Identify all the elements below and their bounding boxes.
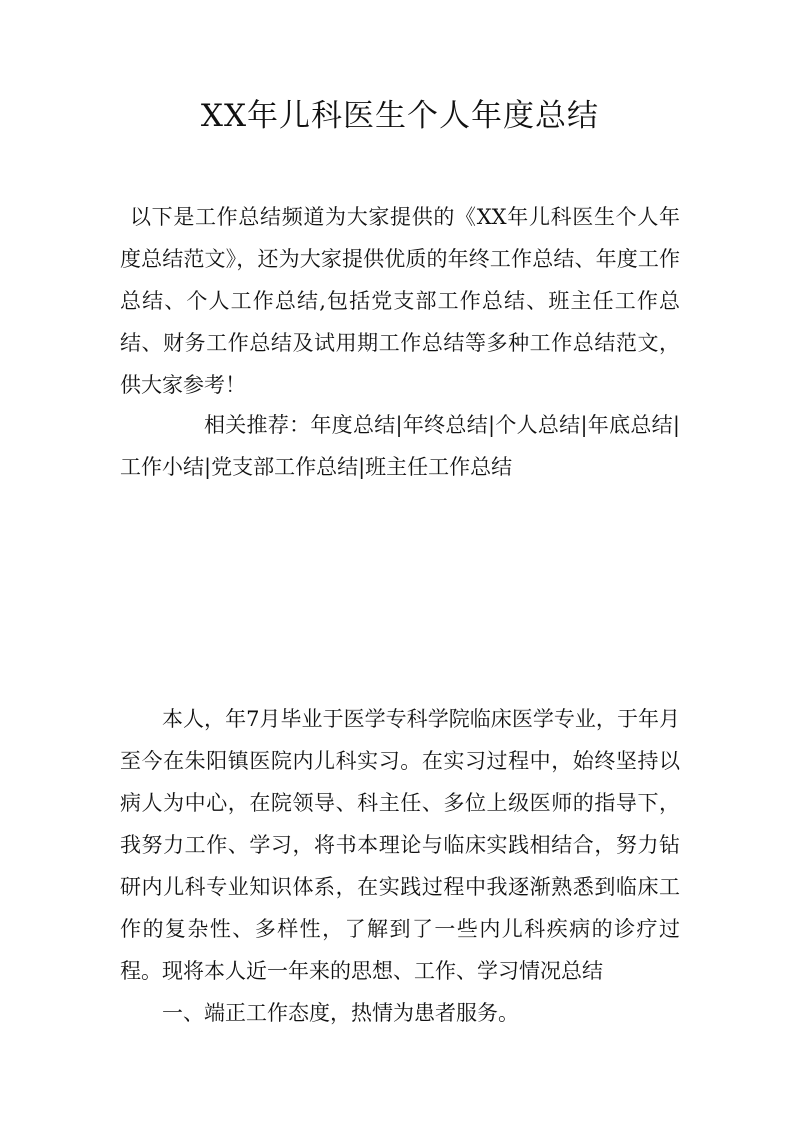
document-title: XX年儿科医生个人年度总结: [200, 98, 600, 134]
intro-paragraph: 以下是工作总结频道为大家提供的《XX年儿科医生个人年度总结范文》，还为大家提供优质的年终工作总结、年度工作总结、个人工作总结,包括党支部工作总结、班主任工作总结、财务工作总结及试用期工作总结等多种工作总结范文，供大家参考！: [120, 205, 680, 397]
body-paragraph: 本人，年7月毕业于医学专科学院临床医学专业，于年月至今在朱阳镇医院内儿科实习。在实习过程中，始终坚持以病人为中心，在院领导、科主任、多位上级医师的指导下，我努力工作、学习，将书本理论与临床实践相结合，努力钻研内儿科专业知识体系，在实践过程中我逐渐熟悉到临床工作的复杂性、多样性，了解到了一些内儿科疾病的诊疗过程。现将本人近一年来的思想、工作、学习情况总结: [120, 707, 680, 983]
section-heading: 一、端正工作态度，热情为患者服务。: [162, 1001, 519, 1025]
related-recommendations: 相关推荐：年度总结|年终总结|个人总结|年底总结|工作小结|党支部工作总结|班主任工作总结: [120, 413, 680, 479]
